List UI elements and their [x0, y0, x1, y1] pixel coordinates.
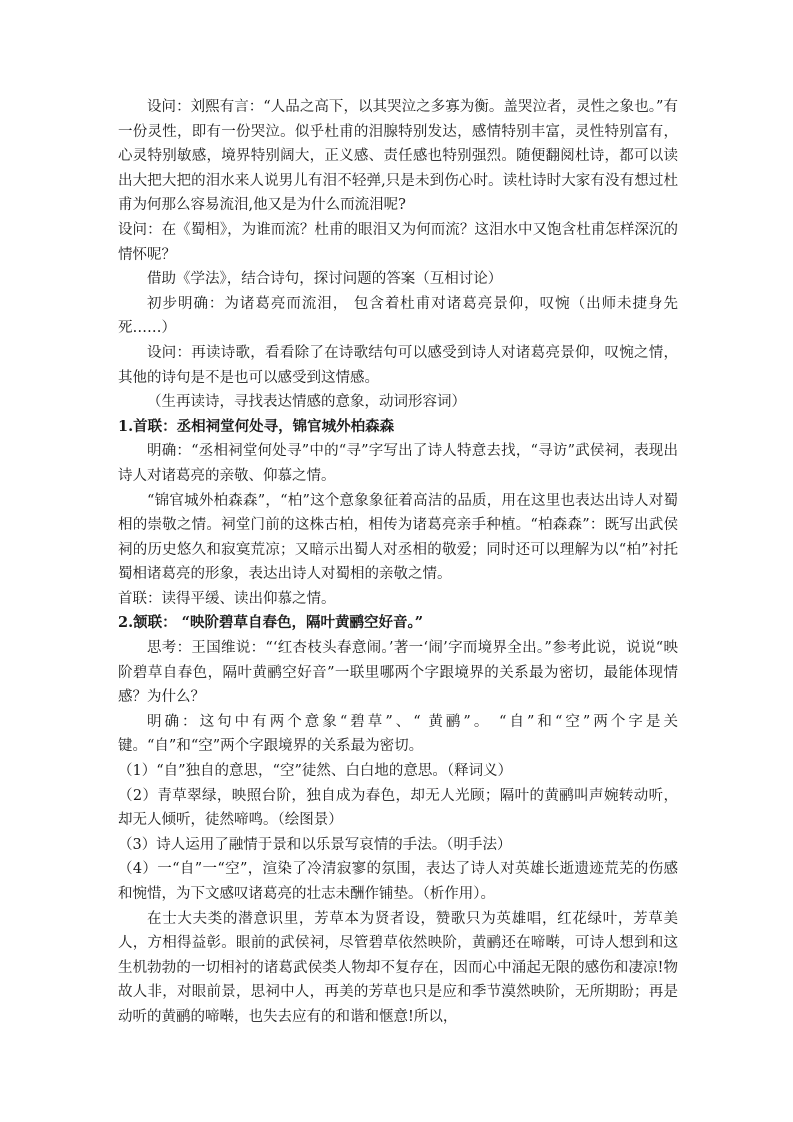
paragraph: 初步明确：为诸葛亮而流泪， 包含着杜甫对诸葛亮景仰，叹惋（出师未捷身先死……）: [118, 295, 678, 337]
section-heading: 2.颔联： “映阶碧草自春色，隔叶黄鹂空好音。”: [118, 614, 424, 632]
paragraph: 首联：读得平缓、读出仰慕之情。: [118, 590, 336, 607]
list-item: （1）“自”独自的意思，“空”徒然、白白地的意思。（释词义）: [118, 763, 513, 780]
section-heading: 1.首联：丞相祠堂何处寻，锦官城外柏森森: [118, 417, 395, 435]
paragraph: 借助《学法》，结合诗句，探讨问题的答案（互相讨论）: [147, 271, 503, 288]
document-body: [118, 95, 678, 1030]
paragraph: 在士大夫类的潜意识里，芳草本为贤者设，赞歌只为英雄唱，红花绿叶，芳草美人，方相得益彰。眼前的武侯祠，尽管碧草依然映阶，黄鹂还在啼啭，可诗人想到和这生机勃勃的一切相衬的诸葛武侯类人物却不复存在，因而心中涌起无限的感伤和凄凉!物故人非，对眼前景，思祠中人，再美的芳草也只是应和季节漠然映阶，无所期盼；再是动听的黄鹂的啼啭，也失去应有的和谐和惬意!所以，: [118, 910, 678, 1025]
paragraph: 思考：王国维说：“‘红杏枝头春意闹。’著一‘闹’字而境界全出。”参考此说，说说“映阶碧草自春色，隔叶黄鹂空好音”一联里哪两个字跟境界的关系最为密切，最能体现情感？为什么？: [118, 640, 678, 706]
paragraph: 设问：再读诗歌，看看除了在诗歌结句可以感受到诗人对诸葛亮景仰，叹惋之情，其他的诗句是不是也可以感受到这情感。: [118, 344, 678, 386]
paragraph: 明确：这句中有两个意象“碧草”、“ 黄鹂”。 “自”和“空”两个字是关键。“自”和“空”两个字跟境界的关系最为密切。: [118, 713, 678, 755]
list-item: （2）青草翠绿，映照台阶，独自成为春色，却无人光顾；隔叶的黄鹂叫声婉转动听，却无人倾听，徒然啼鸣。（绘图景）: [118, 787, 678, 829]
list-item: （3）诗人运用了融情于景和以乐景写哀情的手法。（明手法）: [118, 836, 512, 853]
paragraph: 设问：刘熙有言：“人品之高下，以其哭泣之多寡为衡。盖哭泣者，灵性之象也。”有一份灵性，即有一份哭泣。似乎杜甫的泪腺特别发达，感情特别丰富，灵性特别富有，心灵特别敏感，境界特别阔大，正义感、责任感也特别强烈。随便翻阅杜诗，都可以读出大把大把的泪水来人说男儿有泪不轻弹,只是未到伤心时。读杜诗时大家有没有想过杜甫为何那么容易流泪,他又是为什么而流泪呢?: [118, 99, 678, 214]
paragraph: 设问：在《蜀相》，为谁而流？杜甫的眼泪又为何而流？这泪水中又饱含杜甫怎样深沉的情怀呢？: [118, 221, 678, 263]
paragraph: （生再读诗，寻找表达情感的意象，动词形容词）: [147, 394, 466, 411]
paragraph: “锦官城外柏森森”，“柏”这个意象象征着高洁的品质，用在这里也表达出诗人对蜀相的崇敬之情。祠堂门前的这株古柏，相传为诸葛亮亲手种植。“柏森森”：既写出武侯祠的历史悠久和寂寞荒凉；又暗示出蜀人对丞相的敬爱；同时还可以理解为以“柏”衬托蜀相诸葛亮的形象，表达出诗人对蜀相的亲敬之情。: [118, 492, 678, 583]
list-item: （4）一“自”一“空”，渲染了冷清寂寥的氛围，表达了诗人对英雄长逝遗迹荒芜的伤感和惋惜，为下文感叹诸葛亮的壮志未酬作铺垫。（析作用）。: [118, 861, 678, 902]
paragraph: 明确：“丞相祠堂何处寻”中的“寻”字写出了诗人特意去找，“寻访”武侯祠，表现出诗人对诸葛亮的亲敬、仰慕之情。: [118, 443, 678, 484]
